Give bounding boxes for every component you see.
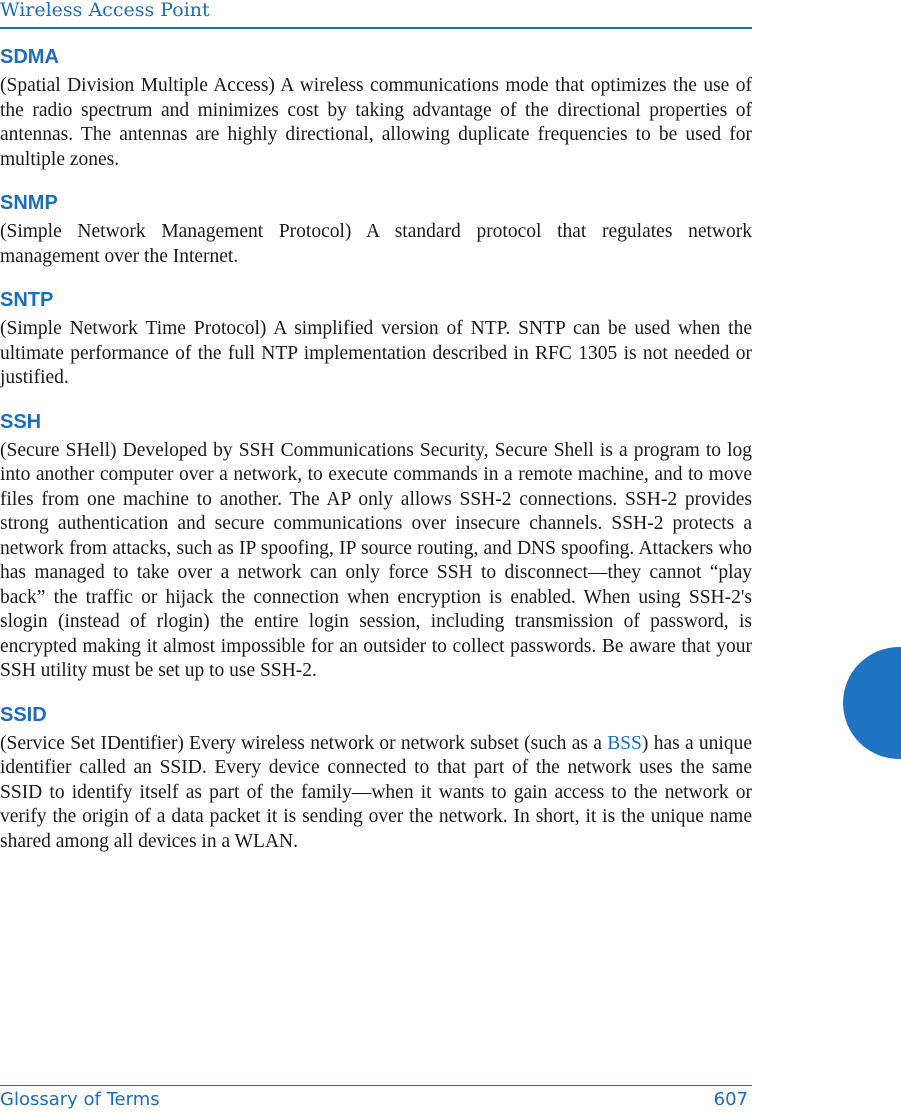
term-heading: SDMA — [0, 46, 59, 68]
page-number: 607 — [713, 1089, 748, 1110]
term-heading: SNTP — [0, 289, 54, 311]
term-heading: SSID — [0, 703, 47, 726]
glossary-entry-snmp — [0, 190, 752, 269]
term-heading: SNMP — [0, 192, 58, 214]
glossary-entry-sdma — [0, 44, 752, 172]
term-definition: (Simple Network Time Protocol) A simplified version of NTP. SNTP can be used when the ultimate performance of the full NTP implementation described in RFC 1305 is not needed or justified. — [0, 318, 752, 388]
footer-section-title: Glossary of Terms — [0, 1089, 160, 1110]
definition-text: (Service Set IDentifier) Every wireless network or network subset (such as a — [0, 732, 608, 754]
glossary-entry-sntp — [0, 287, 752, 391]
term-definition: (Simple Network Management Protocol) A standard protocol that regulates network management over the Internet. — [0, 221, 752, 267]
footer-rule — [0, 1085, 752, 1086]
glossary-entry-ssid — [0, 702, 752, 855]
term-definition: (Spatial Division Multiple Access) A wireless communications mode that optimizes the use of the radio spectrum and minimizes cost by taking advantage of the directional properties of antennas. The antennas are highly directional, allowing duplicate frequencies to be used for multiple zones. — [0, 75, 752, 170]
chapter-tab-marker — [843, 647, 901, 759]
glossary-entries — [0, 44, 752, 872]
term-definition — [0, 732, 752, 855]
definition-text: ) has a unique identifier called an SSID. Every device connected to that part of the network uses the same SSID to identify itself as part of the family—when it wants to gain access to the network or verify the origin of a data packet it is sending over the network. In short, it is the unique name shared among all devices in a WLAN. — [0, 732, 753, 852]
bss-cross-reference-link[interactable]: BSS — [607, 732, 642, 754]
term-heading: SSH — [0, 410, 42, 433]
glossary-entry-ssh — [0, 409, 752, 684]
term-definition: (Secure SHell) Developed by SSH Communications Security, Secure Shell is a program to log into another computer over a network, to execute commands in a remote machine, and to move files from one machine to another. The AP only allows SSH-2 connections. SSH-2 provides strong authentication and secure communications over insecure channels. SSH-2 protects a network from attacks, such as IP spoofing, IP source routing, and DNS spoofing. Attackers who has managed to take over a network can only force SSH to disconnect—they cannot “play back” the traffic or hijack the connection when encryption is enabled. When using SSH-2's slogin (instead of rlogin) the entire login session, including transmission of password, is encrypted making it almost impossible for an outsider to collect passwords. Be aware that your SSH utility must be set up to use SSH-2. — [0, 439, 752, 681]
header-rule — [0, 27, 752, 29]
running-header-title: Wireless Access Point — [0, 0, 210, 21]
